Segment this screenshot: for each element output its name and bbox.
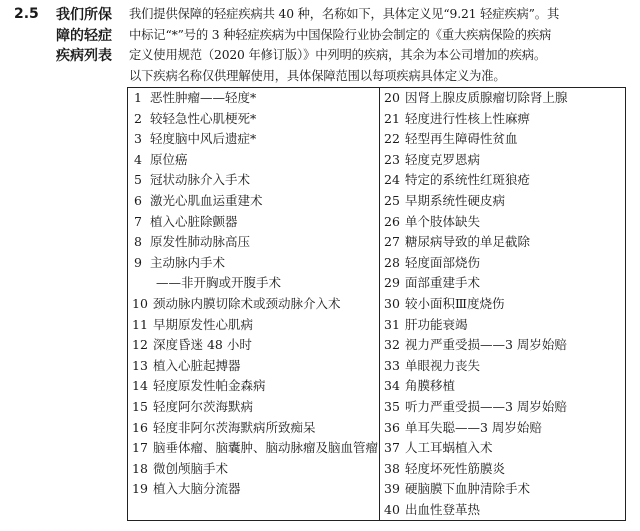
disease-name: 植入心脏除颤器 <box>150 213 238 229</box>
item-number: 39 <box>384 481 400 497</box>
item-number: 10 <box>132 295 148 311</box>
item-number: 18 <box>132 460 148 476</box>
disease-name: 角膜移植 <box>405 378 456 394</box>
disease-name: 轻度进行性核上性麻痹 <box>405 110 531 126</box>
disease-name: 早期原发性心肌病 <box>153 316 254 332</box>
list-item <box>380 479 625 500</box>
list-item <box>128 129 379 150</box>
list-item <box>380 191 625 212</box>
list-item <box>128 376 379 397</box>
table-row <box>128 88 626 521</box>
item-number: 35 <box>384 398 400 414</box>
disease-name: 单眼视力丧失 <box>405 357 481 373</box>
item-number: 6 <box>134 192 142 208</box>
item-number: 31 <box>384 316 400 332</box>
list-item <box>380 232 625 253</box>
right-column <box>380 88 626 521</box>
list-item <box>128 253 379 274</box>
disease-name: 轻度克罗恩病 <box>405 151 481 167</box>
list-item <box>128 315 379 336</box>
item-number: 28 <box>384 254 400 270</box>
item-number: 27 <box>384 234 400 250</box>
item-number: 24 <box>384 172 400 188</box>
section-number: 2.5 <box>14 6 39 22</box>
disease-name: 轻度阿尔茨海默病 <box>153 398 254 414</box>
item-number: 26 <box>384 213 400 229</box>
list-item <box>380 459 625 480</box>
list-item <box>380 294 625 315</box>
item-number: 20 <box>384 90 400 105</box>
disease-name: 植入大脑分流器 <box>153 481 241 497</box>
disease-subname: ——非开胸或开腹手术 <box>156 275 282 291</box>
item-number: 8 <box>134 234 142 250</box>
section-title: 我们所保障的轻症疾病列表 <box>56 7 112 64</box>
item-number: 5 <box>134 172 142 188</box>
item-number: 15 <box>132 398 148 414</box>
disease-name: 深度昏迷 48 小时 <box>153 337 252 353</box>
disease-name: 听力严重受损——3 周岁始赔 <box>405 398 567 414</box>
item-number: 33 <box>384 357 400 373</box>
item-number: 34 <box>384 378 400 394</box>
disease-name: 出血性登革热 <box>405 501 481 517</box>
list-item <box>380 150 625 171</box>
item-number: 37 <box>384 440 400 456</box>
list-item <box>380 315 625 336</box>
disease-name: 激光心肌血运重建术 <box>150 192 263 208</box>
item-number: 21 <box>384 110 400 126</box>
disease-name: 特定的系统性红斑狼疮 <box>405 172 531 188</box>
item-number: 3 <box>134 131 142 147</box>
disease-name: 较小面积Ⅲ度烧伤 <box>405 295 505 311</box>
disease-name: 轻度坏死性筋膜炎 <box>405 460 506 476</box>
item-number: 7 <box>134 213 142 229</box>
list-item <box>128 397 379 418</box>
disease-name: 恶性肿瘤——轻度* <box>150 90 257 105</box>
list-item <box>380 212 625 233</box>
item-number: 17 <box>132 440 148 456</box>
disease-name: 轻度面部烧伤 <box>405 254 481 270</box>
disease-name: 肝功能衰竭 <box>405 316 468 332</box>
disease-name: 微创颅脑手术 <box>153 460 229 476</box>
disease-name: 较轻急性心肌梗死* <box>150 110 257 126</box>
list-item <box>128 294 379 315</box>
item-number: 25 <box>384 192 400 208</box>
list-item <box>128 335 379 356</box>
disease-name: 原发性肺动脉高压 <box>150 234 251 250</box>
list-item <box>380 109 625 130</box>
intro-line: 定义使用规范（2020 年修订版）》中列明的疾病，其余为本公司增加的疾病。 <box>129 48 547 62</box>
item-number: 19 <box>132 481 148 497</box>
list-item <box>128 212 379 233</box>
intro-line: 我们提供保障的轻症疾病共 40 种，名称如下，具体定义见“9.21 轻症疾病”。其 <box>129 7 560 21</box>
item-number: 30 <box>384 295 400 311</box>
list-item <box>380 273 625 294</box>
list-item <box>380 129 625 150</box>
disease-name: 轻型再生障碍性贫血 <box>405 131 518 147</box>
item-number: 2 <box>134 110 142 126</box>
list-item <box>380 438 625 459</box>
disease-name: 早期系统性硬皮病 <box>405 192 506 208</box>
disease-name: 轻度脑中风后遗症* <box>150 131 257 147</box>
disease-name: 因肾上腺皮质腺瘤切除肾上腺 <box>405 90 568 105</box>
list-item <box>128 191 379 212</box>
item-number: 40 <box>384 501 400 517</box>
disease-name: 硬脑膜下血肿清除手术 <box>405 481 531 497</box>
item-number: 11 <box>132 316 148 332</box>
list-item <box>380 335 625 356</box>
item-number: 16 <box>132 419 148 435</box>
item-number: 4 <box>134 151 142 167</box>
intro-line: 以下疾病名称仅供理解使用，具体保障范围以每项疾病具体定义为准。 <box>129 68 506 83</box>
list-item <box>380 356 625 377</box>
left-column <box>128 88 380 521</box>
disease-name: 脑垂体瘤、脑囊肿、脑动脉瘤及脑血管瘤 <box>153 440 379 456</box>
item-number: 29 <box>384 275 400 291</box>
list-item <box>128 479 379 500</box>
list-item <box>380 376 625 397</box>
item-number: 13 <box>132 357 148 373</box>
item-number: 22 <box>384 131 400 147</box>
disease-name: 糖尿病导致的单足截除 <box>405 234 531 250</box>
item-number: 9 <box>134 254 142 270</box>
disease-name: 颈动脉内膜切除术或颈动脉介入术 <box>153 295 341 311</box>
list-item <box>380 170 625 191</box>
list-item <box>380 418 625 439</box>
list-item <box>128 170 379 191</box>
disease-name: 单个肢体缺失 <box>405 213 481 229</box>
list-item <box>128 438 379 459</box>
intro-paragraph <box>129 4 629 86</box>
disease-name: 轻度原发性帕金森病 <box>153 378 266 394</box>
list-item <box>380 397 625 418</box>
intro-line: 中标记“*”号的 3 种轻症疾病为中国保险行业协会制定的《重大疾病保险的疾病 <box>129 27 552 42</box>
item-number: 23 <box>384 151 400 167</box>
list-item <box>128 88 379 109</box>
list-item <box>380 253 625 274</box>
list-item <box>128 150 379 171</box>
disease-name: 单耳失聪——3 周岁始赔 <box>405 419 542 435</box>
disease-table <box>127 87 626 521</box>
list-item <box>128 232 379 253</box>
list-item <box>128 459 379 480</box>
list-item <box>128 109 379 130</box>
item-number: 14 <box>132 378 148 394</box>
item-number: 36 <box>384 419 400 435</box>
disease-name: 视力严重受损——3 周岁始赔 <box>405 337 567 353</box>
list-item <box>380 500 625 521</box>
item-number: 38 <box>384 460 400 476</box>
disease-name: 植入心脏起搏器 <box>153 357 241 373</box>
item-number: 12 <box>132 337 148 353</box>
disease-name: 冠状动脉介入手术 <box>150 172 251 188</box>
disease-name: 面部重建手术 <box>405 275 481 291</box>
list-item <box>380 88 625 109</box>
item-number: 1 <box>134 90 142 105</box>
list-item <box>128 356 379 377</box>
disease-name: 原位癌 <box>150 151 188 167</box>
list-item <box>128 418 379 439</box>
item-number: 32 <box>384 337 400 353</box>
disease-name: 轻度非阿尔茨海默病所致痴呆 <box>153 419 316 435</box>
disease-name: 主动脉内手术 <box>150 254 226 270</box>
disease-name: 人工耳蜗植入术 <box>405 440 493 456</box>
